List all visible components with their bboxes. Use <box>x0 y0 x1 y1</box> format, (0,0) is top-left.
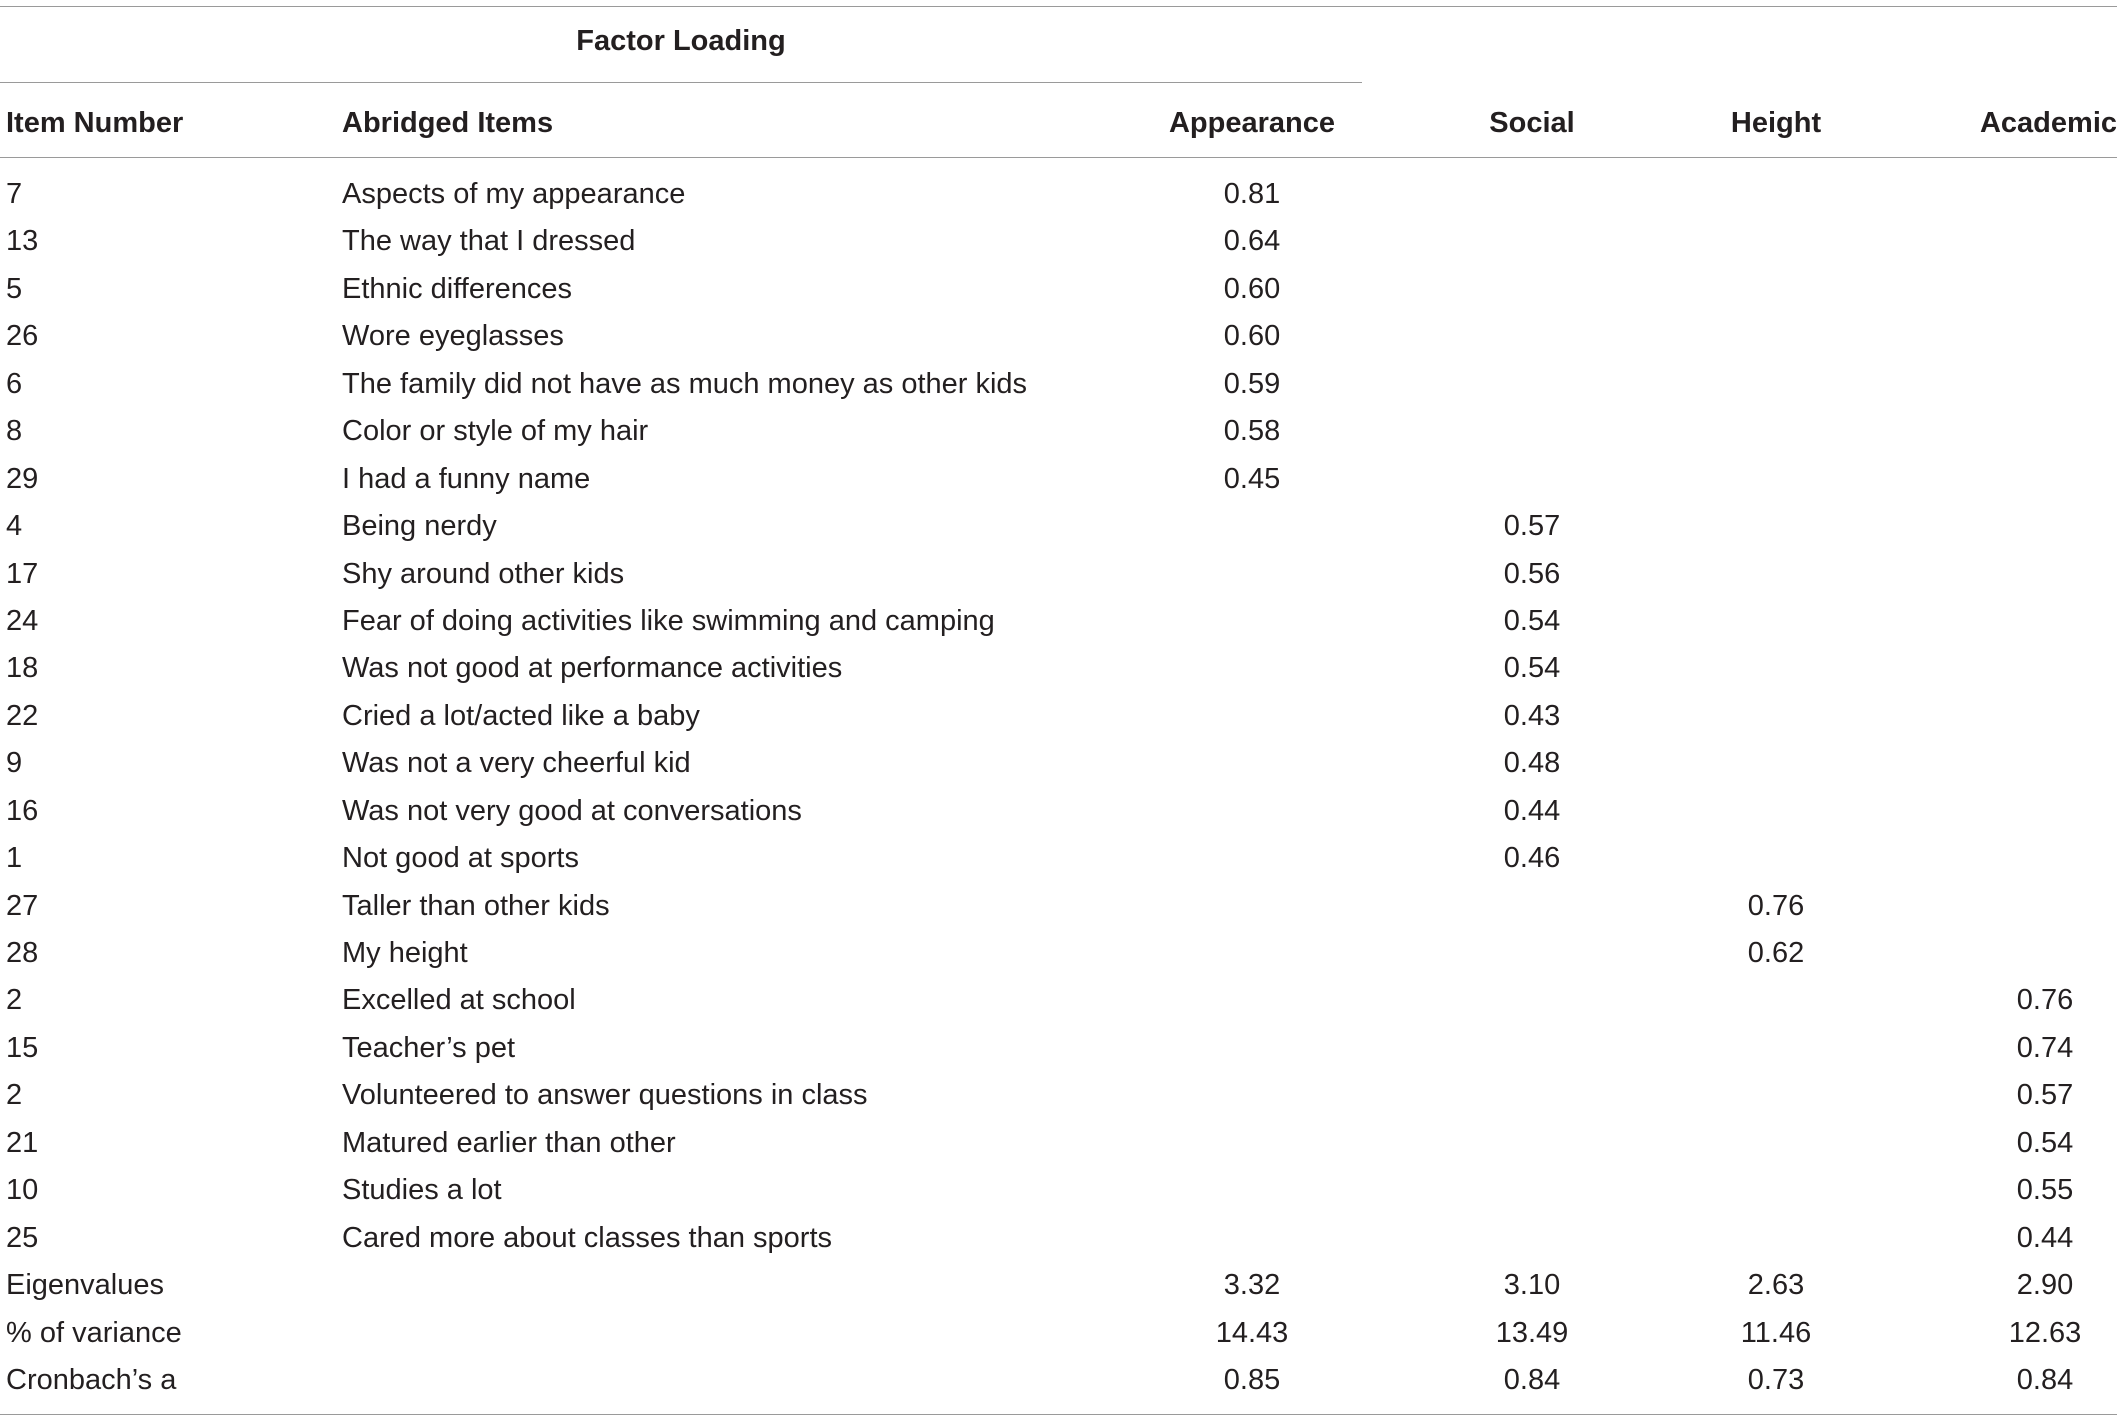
cell-social: 0.44 <box>1503 794 1561 827</box>
column-header-social: Social <box>1489 107 1575 139</box>
cell-academic: 0.44 <box>2016 1221 2074 1254</box>
cell-abridged-item: Studies a lot <box>342 1174 502 1207</box>
table-row <box>0 362 2117 409</box>
column-header-abridged-items: Abridged Items <box>342 107 554 139</box>
table-row <box>0 978 2117 1025</box>
cell-social: 0.46 <box>1503 842 1561 875</box>
cell-abridged-item: Color or style of my hair <box>342 415 649 448</box>
cell-social: 0.48 <box>1503 747 1561 780</box>
cell-abridged-item: Was not good at performance activities <box>342 652 843 685</box>
table-row <box>0 1216 2117 1263</box>
table-row <box>0 884 2117 931</box>
table-row <box>0 457 2117 504</box>
cell-appearance: 0.59 <box>1223 367 1281 400</box>
table-row <box>0 267 2117 314</box>
table-row <box>0 219 2117 266</box>
table-row <box>0 694 2117 741</box>
cell-appearance: 14.43 <box>1215 1316 1289 1349</box>
table-row <box>0 1121 2117 1168</box>
cell-item-number: 29 <box>6 462 39 495</box>
table-row <box>0 172 2117 219</box>
table-row <box>0 836 2117 883</box>
cell-abridged-item: Was not a very cheerful kid <box>342 747 691 780</box>
group-header-factor-loading <box>0 20 1362 62</box>
table-row <box>0 1263 2117 1310</box>
cell-abridged-item: Aspects of my appearance <box>342 178 686 210</box>
column-header-item-number: Item Number <box>6 107 184 139</box>
cell-social: 0.54 <box>1503 604 1561 637</box>
cell-item-number: 26 <box>6 320 39 353</box>
cell-appearance: 0.81 <box>1223 178 1281 210</box>
cell-item-number: Eigenvalues <box>6 1269 164 1302</box>
column-header-academic: Academic <box>1979 107 2117 139</box>
cell-appearance: 0.45 <box>1223 462 1281 495</box>
table-bottom-rule <box>0 1414 2117 1415</box>
cell-item-number: 16 <box>6 794 39 827</box>
table-row <box>0 1026 2117 1073</box>
cell-academic: 0.55 <box>2016 1174 2074 1207</box>
cell-abridged-item: Excelled at school <box>342 984 576 1017</box>
cell-abridged-item: Teacher’s pet <box>342 1031 516 1064</box>
table-row <box>0 504 2117 551</box>
cell-item-number: 13 <box>6 225 39 258</box>
cell-academic: 0.74 <box>2016 1031 2074 1064</box>
cell-item-number: 17 <box>6 557 39 590</box>
cell-item-number: 15 <box>6 1031 39 1064</box>
header-bottom-rule <box>0 157 2117 158</box>
cell-item-number: 5 <box>6 272 23 305</box>
cell-abridged-item: My height <box>342 937 468 969</box>
table-row <box>0 314 2117 361</box>
table-row <box>0 552 2117 599</box>
cell-academic: 12.63 <box>2008 1316 2082 1349</box>
table-row <box>0 1073 2117 1120</box>
group-header-label: Factor Loading <box>576 25 786 57</box>
column-header-height: Height <box>1730 107 1822 139</box>
cell-item-number: 4 <box>6 510 23 543</box>
cell-abridged-item: Not good at sports <box>342 842 579 875</box>
cell-abridged-item: Wore eyeglasses <box>342 320 564 353</box>
cell-height: 0.76 <box>1747 889 1805 922</box>
cell-abridged-item: Shy around other kids <box>342 557 625 590</box>
cell-item-number: 10 <box>6 1174 39 1207</box>
cell-item-number: 22 <box>6 699 39 732</box>
cell-social: 13.49 <box>1495 1316 1569 1349</box>
cell-academic: 0.76 <box>2016 984 2074 1017</box>
cell-abridged-item: Being nerdy <box>342 510 497 543</box>
cell-item-number: 21 <box>6 1126 39 1159</box>
cell-social: 0.56 <box>1503 557 1561 590</box>
cell-height: 0.62 <box>1747 937 1805 969</box>
cell-item-number: 1 <box>6 842 23 875</box>
cell-social: 0.57 <box>1503 510 1561 543</box>
cell-item-number: 28 <box>6 937 39 969</box>
cell-academic: 2.90 <box>2016 1269 2074 1302</box>
cell-abridged-item: Volunteered to answer questions in class <box>342 1079 868 1112</box>
cell-item-number: Cronbach’s a <box>6 1363 177 1396</box>
cell-abridged-item: The family did not have as much money as other kids <box>342 367 1028 400</box>
cell-abridged-item: I had a funny name <box>342 462 591 495</box>
cell-appearance: 0.60 <box>1223 272 1281 305</box>
table-row <box>0 931 2117 978</box>
column-header-appearance: Appearance <box>1168 107 1335 139</box>
cell-item-number: 7 <box>6 178 23 210</box>
cell-appearance: 0.64 <box>1223 225 1281 258</box>
cell-item-number: 2 <box>6 1079 23 1112</box>
table-row <box>0 646 2117 693</box>
cell-academic: 0.54 <box>2016 1126 2074 1159</box>
cell-appearance: 3.32 <box>1223 1269 1281 1302</box>
table-row <box>0 1311 2117 1358</box>
cell-item-number: 25 <box>6 1221 39 1254</box>
cell-abridged-item: Cared more about classes than sports <box>342 1221 833 1254</box>
cell-abridged-item: The way that I dressed <box>342 225 636 258</box>
cell-height: 2.63 <box>1747 1269 1805 1302</box>
table-row <box>0 1358 2117 1405</box>
cell-social: 0.43 <box>1503 699 1561 732</box>
cell-social: 0.54 <box>1503 652 1561 685</box>
cell-appearance: 0.85 <box>1223 1363 1281 1396</box>
cell-height: 0.73 <box>1747 1363 1805 1396</box>
cell-academic: 0.57 <box>2016 1079 2074 1112</box>
cell-appearance: 0.60 <box>1223 320 1281 353</box>
table-row <box>0 789 2117 836</box>
cell-social: 3.10 <box>1503 1269 1561 1302</box>
table-row <box>0 1168 2117 1215</box>
table-row <box>0 409 2117 456</box>
cell-item-number: 18 <box>6 652 39 685</box>
cell-abridged-item: Taller than other kids <box>342 889 610 922</box>
table-top-rule <box>0 6 2117 7</box>
cell-item-number: 27 <box>6 889 39 922</box>
cell-abridged-item: Fear of doing activities like swimming and camping <box>342 604 995 637</box>
cell-abridged-item: Cried a lot/acted like a baby <box>342 699 700 732</box>
table-body <box>0 172 2117 1405</box>
cell-item-number: % of variance <box>6 1316 182 1349</box>
cell-abridged-item: Matured earlier than other <box>342 1126 676 1159</box>
cell-item-number: 9 <box>6 747 23 780</box>
cell-social: 0.84 <box>1503 1363 1561 1396</box>
cell-item-number: 24 <box>6 604 39 637</box>
cell-height: 11.46 <box>1740 1316 1812 1349</box>
table-row <box>0 741 2117 788</box>
group-header-rule <box>0 82 1362 83</box>
cell-abridged-item: Was not very good at conversations <box>342 794 802 827</box>
cell-abridged-item: Ethnic differences <box>342 272 572 305</box>
cell-item-number: 2 <box>6 984 23 1017</box>
cell-academic: 0.84 <box>2016 1363 2074 1396</box>
table-row <box>0 599 2117 646</box>
cell-appearance: 0.58 <box>1223 415 1281 448</box>
cell-item-number: 6 <box>6 367 23 400</box>
cell-item-number: 8 <box>6 415 23 448</box>
